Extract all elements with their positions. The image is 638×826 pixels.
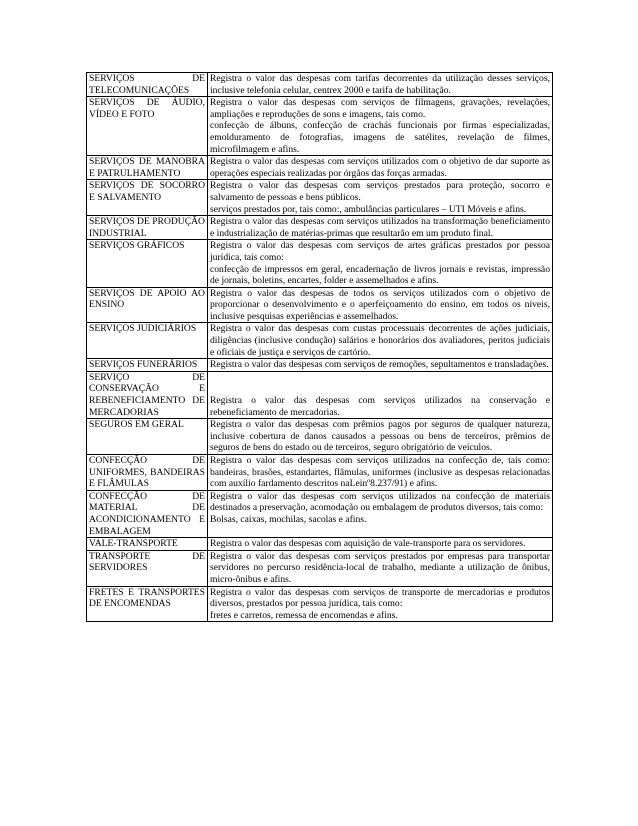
- expense-description: [208, 455, 553, 491]
- expense-description: [208, 240, 553, 287]
- expense-term: TRANSPORTE DE SERVIDORES: [87, 550, 208, 586]
- description-paragraph: Registra o valor das despesas com aquisição de vale-transporte para os servidores.: [210, 538, 526, 550]
- description-paragraph: Registra o valor das despesas com serviços de remoções, sepultamentos e transladações.: [210, 359, 549, 371]
- expense-description: [208, 287, 553, 323]
- table-row: [87, 359, 553, 372]
- table-row: [87, 97, 553, 156]
- expense-description: [208, 180, 553, 216]
- expense-term: CONFECÇÃO DE MATERIAL DE ACONDICIONAMENTO E EMBALAGEM: [87, 490, 208, 537]
- description-paragraph: Registra o valor das despesas com serviços de artes gráficas prestados por pessoa jurídica, tais como:: [210, 240, 550, 263]
- table-row: [87, 455, 553, 491]
- expense-term: SERVIÇO DE CONSERVAÇÃO E REBENEFICIAMENTO DE MERCADORIAS: [87, 371, 208, 418]
- table-row: [87, 586, 553, 622]
- description-paragraph: Registra o valor das despesas com prêmios pagos por seguros de qualquer natureza, inclusive cobertura de danos causados a pessoas ou bens de terceiros, prêmios de seguros de bens do estado ou de terceiros, seguro obrigatório de veículos.: [210, 419, 550, 454]
- expense-classification-table: [86, 72, 553, 622]
- expense-term: SERVIÇOS DE APOIO AO ENSINO: [87, 287, 208, 323]
- description-paragraph: Registra o valor das despesas com tarifas decorrentes da utilização desses serviços, inclusive telefonia celular, centrex 2000 e tarifa de habilitação.: [210, 73, 550, 96]
- description-paragraph: Registra o valor das despesas com serviços utilizados na confecção de, tais como: bandeiras, brasões, estandartes, flâmulas, uniformes (inclusive as despesas relacionadas com auxílio fardamento descritos naLeinº8.237/91) e afins.: [210, 455, 550, 490]
- description-paragraph: Bolsas, caixas, mochilas, sacolas e afins.: [210, 513, 367, 525]
- expense-description: [208, 586, 553, 622]
- description-paragraph: Registra o valor das despesas com serviços de transporte de mercadorias e produtos diversos, prestados por pessoa jurídica, tais como:: [210, 586, 550, 610]
- table-row: [87, 550, 553, 586]
- expense-term: SERVIÇOS DE PRODUÇÃO INDUSTRIAL: [87, 216, 208, 240]
- description-paragraph: Registra o valor das despesas com custas processuais decorrentes de ações judiciais, diligências (inclusive condução) salários e honorários dos avaliadores, peritos judiciais e oficiais de justiça e serviços de cartório.: [210, 323, 550, 358]
- description-paragraph: Registra o valor das despesas de todos os serviços utilizados com o objetivo de proporcionar o desenvolvimento e o aperfeiçoamento do ensino, em todos os níveis, inclusive pesquisas experiências e assemelhados.: [210, 287, 550, 322]
- table-row: [87, 240, 553, 287]
- table-row: [87, 538, 553, 551]
- expense-term: VALE-TRANSPORTE: [87, 538, 208, 551]
- expense-term: SERVIÇOS DE ÁUDIO, VÍDEO E FOTO: [87, 97, 208, 156]
- expense-description: [208, 97, 553, 156]
- description-paragraph: Registra o valor das despesas com serviços utilizados na confecção de materiais destinados a preservação, acomodação ou embalagem de produtos diversos, tais como:: [210, 490, 550, 514]
- expense-description: [208, 323, 553, 359]
- table-row: [87, 180, 553, 216]
- description-paragraph: Registra o valor das despesas com serviços utilizados na conservação e rebeneficiamento de mercadorias.: [210, 395, 550, 418]
- description-paragraph: Registra o valor das despesas com serviços utilizados com o objetivo de dar suporte as operações especiais realizadas por órgãos das forças armadas.: [210, 156, 550, 179]
- table-row: [87, 371, 553, 418]
- expense-description: [208, 216, 553, 240]
- expense-term: SEGUROS EM GERAL: [87, 419, 208, 455]
- table-row: [87, 216, 553, 240]
- description-paragraph: confecção de impressos em geral, encadernação de livros jornais e revistas, impressão de jornais, boletins, encartes, folder e assemelhados e afins.: [210, 263, 550, 287]
- table-row: [87, 419, 553, 455]
- expense-description: [208, 371, 553, 418]
- table-row: [87, 156, 553, 180]
- expense-term: FRETES E TRANSPORTES DE ENCOMENDAS: [87, 586, 208, 622]
- expense-description: [208, 419, 553, 455]
- description-paragraph: Registra o valor das despesas com serviços prestados para proteção, socorro e salvamento de pessoas e bens públicos.: [210, 180, 550, 203]
- expense-description: [208, 73, 553, 97]
- description-paragraph: Registra o valor das despesas com serviços utilizados na transformação beneficiamento e industrialização de matérias-primas que resultarão em um produto final.: [210, 216, 550, 239]
- expense-description: [208, 550, 553, 586]
- table-row: [87, 287, 553, 323]
- description-paragraph: serviços prestados por, tais como:, ambulâncias particulares – UTI Móveis e afins.: [210, 203, 527, 215]
- description-paragraph: Registra o valor das despesas com serviços prestados por empresas para transportar servidores no percurso residência-local de trabalho, mediante a utilização de ônibus, micro-ônibus e afins.: [210, 550, 550, 585]
- table-row: [87, 323, 553, 359]
- description-paragraph: confecção de álbuns, confecção de crachás funcionais por firmas especializadas, emolduramento de fotografias, imagens de satélites, revelação de filmes, microfilmagem e afins.: [210, 120, 550, 155]
- expense-term: SERVIÇOS DE SOCORRO E SALVAMENTO: [87, 180, 208, 216]
- table-row: [87, 490, 553, 537]
- expense-term: SERVIÇOS JUDICIÁRIOS: [87, 323, 208, 359]
- expense-term: SERVIÇOS GRÁFICOS: [87, 240, 208, 287]
- expense-term: CONFECÇÃO DE UNIFORMES, BANDEIRAS E FLÂMULAS: [87, 455, 208, 491]
- expense-term: SERVIÇOS DE MANOBRA E PATRULHAMENTO: [87, 156, 208, 180]
- table-row: [87, 73, 553, 97]
- expense-description: [208, 490, 553, 537]
- description-paragraph: Registra o valor das despesas com serviços de filmagens, gravações, revelações, ampliações e reproduções de sons e imagens, tais como.: [210, 97, 550, 120]
- expense-term: SERVIÇOS FUNERÁRIOS: [87, 359, 208, 372]
- expense-description: [208, 156, 553, 180]
- description-paragraph: fretes e carretos, remessa de encomendas e afins.: [210, 609, 398, 621]
- expense-term: SERVIÇOS DE TELECOMUNICAÇÕES: [87, 73, 208, 97]
- table-body: [87, 73, 553, 622]
- expense-description: [208, 359, 553, 372]
- expense-description: [208, 538, 553, 551]
